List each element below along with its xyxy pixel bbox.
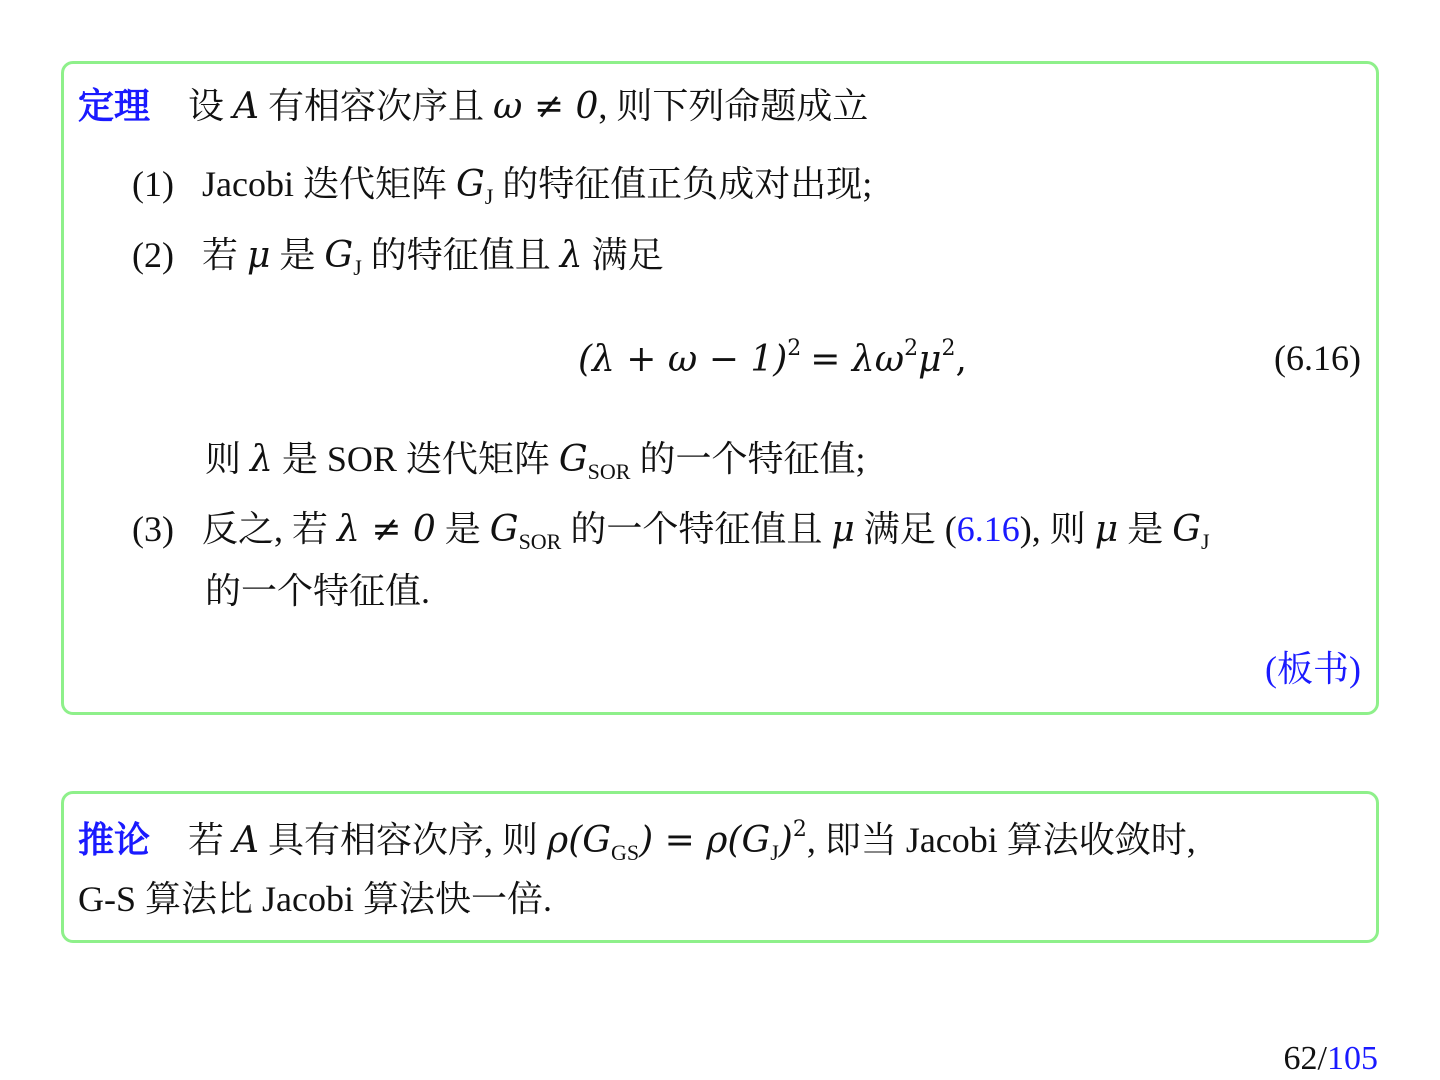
item-3-text-1: 反之, 若 [201, 509, 328, 549]
item-2-number: (2) [132, 235, 174, 275]
mu-symbol: μ [831, 509, 855, 550]
item-3-text-5: ), 则 [1019, 509, 1086, 549]
equation-ref-link[interactable]: 6.16 [956, 509, 1020, 549]
after-eq-text-2: 是 SOR 迭代矩阵 [281, 439, 550, 479]
jacobi-matrix-subscript: J [1200, 529, 1210, 554]
item-3-text-2: 是 [444, 509, 481, 549]
lambda-condition: λ ≠ 0 [337, 509, 436, 550]
item-2-text-2: 是 [279, 235, 316, 275]
equation-6-16 [578, 338, 967, 378]
sor-matrix-symbol: G [489, 509, 519, 550]
equation-omega-exponent: 2 [904, 336, 919, 361]
corollary-text-1: 若 [188, 820, 225, 860]
theorem-intro-text-2: 有相容次序且 [268, 86, 485, 126]
sor-matrix-subscript: SOR [587, 459, 631, 484]
omega-condition: ω ≠ 0 [493, 86, 599, 127]
matrix-a-symbol: A [233, 820, 260, 861]
item-2-text-1: 若 [201, 235, 238, 275]
sor-matrix-symbol: G [558, 439, 588, 480]
item-1-text-1: Jacobi 迭代矩阵 [201, 164, 447, 204]
equation-number: (6.16) [1274, 338, 1361, 378]
mu-symbol: μ [1094, 509, 1119, 550]
equation-lhs-exponent: 2 [787, 336, 802, 361]
item-2-text-4: 满足 [591, 235, 664, 275]
item-1-text-2: 的特征值正负成对出现; [502, 164, 873, 204]
matrix-a-symbol: A [233, 86, 260, 127]
rho-exponent: 2 [792, 817, 807, 842]
corollary-box [61, 791, 1379, 943]
j-subscript: J [770, 840, 779, 865]
item-1-number: (1) [132, 164, 174, 204]
jacobi-matrix-subscript: J [353, 255, 362, 280]
item-3-line-2: 的一个特征值. [205, 571, 431, 611]
sor-matrix-subscript: SOR [518, 529, 562, 554]
after-eq-text-3: 的一个特征值; [639, 439, 866, 479]
item-3-number: (3) [132, 509, 174, 549]
corollary-text-2: 具有相容次序, 则 [268, 820, 539, 860]
after-eq-text-1: 则 [205, 439, 242, 479]
theorem-item-3 [132, 511, 1210, 553]
corollary-label: 推论 [78, 820, 151, 861]
page-total-link[interactable]: 105 [1327, 1040, 1378, 1077]
jacobi-matrix-symbol: G [1172, 509, 1201, 550]
corollary-line-2: G-S 算法比 Jacobi 算法快一倍. [78, 879, 552, 919]
mu-symbol: μ [247, 235, 271, 276]
item-2-text-3: 的特征值且 [370, 235, 551, 275]
item-3-text-6: 是 [1127, 509, 1164, 549]
theorem-box [61, 61, 1379, 715]
equation-lhs: (λ + ω − 1) [578, 339, 788, 380]
jacobi-matrix-symbol: G [324, 235, 354, 276]
item-3-text-4: 满足 ( [863, 509, 957, 549]
rho-gs: ρ(G [547, 820, 612, 861]
theorem-intro-text-1: 设 [188, 86, 225, 126]
equation-mu: μ [918, 339, 942, 380]
equation-rhs: = λω [810, 339, 905, 380]
theorem-item-1 [132, 166, 872, 208]
theorem-intro-text-3: , 则下列命题成立 [598, 86, 869, 126]
rho-close: ) [778, 820, 793, 861]
gs-subscript: GS [611, 840, 640, 865]
lambda-symbol: λ [250, 439, 273, 480]
page-current: 62 [1283, 1040, 1318, 1077]
corollary-text-3: , 即当 Jacobi 算法收敛时, [806, 820, 1196, 860]
jacobi-matrix-symbol: G [455, 164, 485, 205]
item-3-text-3: 的一个特征值且 [570, 509, 823, 549]
equation-mu-exponent: 2 [941, 336, 956, 361]
page-number [1284, 1042, 1378, 1076]
board-note: (板书) [1265, 649, 1361, 689]
equation-comma: , [955, 339, 967, 380]
after-equation-line [205, 441, 865, 483]
rho-j: ) = ρ(G [639, 820, 771, 861]
jacobi-matrix-subscript: J [484, 184, 494, 209]
theorem-item-2 [132, 237, 664, 279]
lambda-symbol: λ [559, 235, 583, 276]
theorem-label: 定理 [78, 86, 151, 127]
page-separator: / [1317, 1040, 1327, 1077]
corollary-line-1 [78, 819, 1196, 864]
theorem-intro-line [78, 88, 868, 125]
